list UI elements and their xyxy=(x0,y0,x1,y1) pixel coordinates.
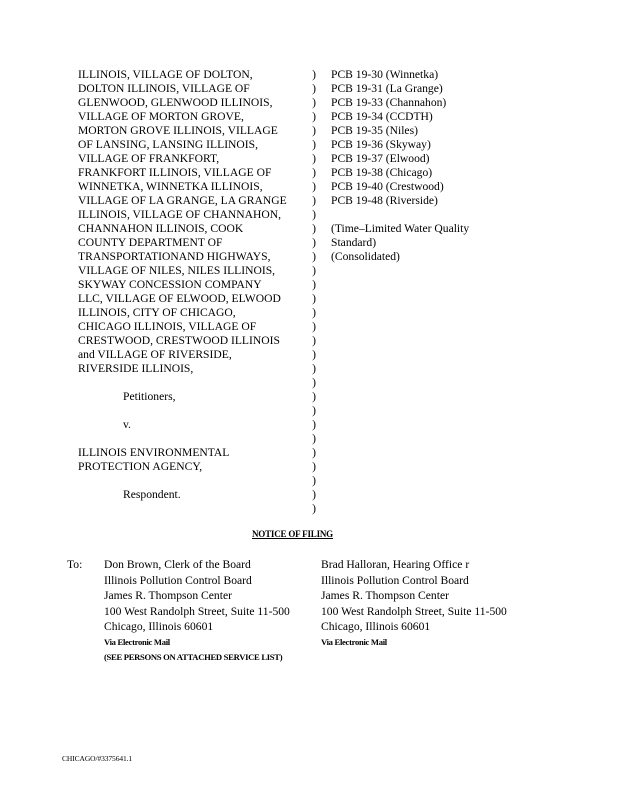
caption-paren: ) xyxy=(312,82,316,95)
caption-paren: ) xyxy=(312,404,316,417)
caption-paren-column xyxy=(308,68,320,516)
petitioner-line: and VILLAGE OF RIVERSIDE, xyxy=(78,348,232,361)
petitioner-line: CHANNAHON ILLINOIS, COOK xyxy=(78,222,244,235)
case-number: PCB 19-36 (Skyway) xyxy=(331,138,431,151)
petitioner-line: VILLAGE OF FRANKFORT, xyxy=(78,152,220,165)
caption-paren: ) xyxy=(312,222,316,235)
caption-paren: ) xyxy=(312,488,316,501)
case-number: PCB 19-38 (Chicago) xyxy=(331,166,433,179)
caption-paren: ) xyxy=(312,250,316,263)
delivery-method: Via Electronic Mail xyxy=(321,636,387,647)
petitioner-line: MORTON GROVE ILLINOIS, VILLAGE xyxy=(78,124,278,137)
caption-paren: ) xyxy=(312,502,316,515)
petitioner-line: OF LANSING, LANSING ILLINOIS, xyxy=(78,138,259,151)
case-caption-numbers xyxy=(331,68,531,264)
petitioner-line: SKYWAY CONCESSION COMPANY xyxy=(78,278,262,291)
address-line: Illinois Pollution Control Board xyxy=(321,573,469,587)
address-line: Chicago, Illinois 60601 xyxy=(321,620,431,633)
notice-of-filing-title: NOTICE OF FILING xyxy=(252,529,333,539)
caption-paren: ) xyxy=(312,306,316,319)
case-number: PCB 19-35 (Niles) xyxy=(331,124,418,137)
caption-paren: ) xyxy=(312,68,316,81)
caption-paren: ) xyxy=(312,418,316,431)
caption-paren: ) xyxy=(312,138,316,151)
caption-paren: ) xyxy=(312,124,316,137)
caption-paren: ) xyxy=(312,152,316,165)
caption-paren: ) xyxy=(312,334,316,347)
caption-paren: ) xyxy=(312,446,316,459)
petitioner-line: VILLAGE OF LA GRANGE, LA GRANGE xyxy=(78,194,287,207)
petitioners-label: Petitioners, xyxy=(123,390,176,403)
caption-paren: ) xyxy=(312,432,316,445)
case-number: PCB 19-30 (Winnetka) xyxy=(331,68,439,81)
petitioner-line: VILLAGE OF MORTON GROVE, xyxy=(78,110,244,123)
service-list-note: (SEE PERSONS ON ATTACHED SERVICE LIST) xyxy=(104,652,283,662)
caption-paren: ) xyxy=(312,292,316,305)
petitioner-line: DOLTON ILLINOIS, VILLAGE OF xyxy=(78,82,250,95)
caption-paren: ) xyxy=(312,110,316,123)
address-line: Chicago, Illinois 60601 xyxy=(104,620,214,633)
respondent-line: PROTECTION AGENCY, xyxy=(78,460,203,473)
recipient-clerk xyxy=(104,557,290,666)
caption-paren: ) xyxy=(312,194,316,207)
case-number: PCB 19-33 (Channahon) xyxy=(331,96,447,109)
petitioner-line: RIVERSIDE ILLINOIS, xyxy=(78,362,194,375)
caption-paren: ) xyxy=(312,180,316,193)
caption-paren: ) xyxy=(312,460,316,473)
petitioner-line: FRANKFORT ILLINOIS, VILLAGE OF xyxy=(78,166,272,179)
respondent-line: ILLINOIS ENVIRONMENTAL xyxy=(78,446,230,459)
case-note: Standard) xyxy=(331,236,377,249)
caption-paren: ) xyxy=(312,236,316,249)
petitioner-line: LLC, VILLAGE OF ELWOOD, ELWOOD xyxy=(78,292,281,305)
petitioner-line: ILLINOIS, CITY OF CHICAGO, xyxy=(78,306,236,319)
petitioner-line: WINNETKA, WINNETKA ILLINOIS, xyxy=(78,180,263,193)
address-line: 100 West Randolph Street, Suite 11-500 xyxy=(104,604,290,618)
address-line: Don Brown, Clerk of the Board xyxy=(104,558,251,571)
caption-paren: ) xyxy=(312,320,316,333)
petitioner-line: COUNTY DEPARTMENT OF xyxy=(78,236,223,249)
caption-paren: ) xyxy=(312,362,316,375)
versus-label: v. xyxy=(123,418,131,431)
caption-paren: ) xyxy=(312,390,316,403)
caption-paren: ) xyxy=(312,264,316,277)
petitioner-line: ILLINOIS, VILLAGE OF CHANNAHON, xyxy=(78,208,281,221)
case-note: (Consolidated) xyxy=(331,250,400,263)
petitioner-line: CRESTWOOD, CRESTWOOD ILLINOIS xyxy=(78,334,280,347)
case-number: PCB 19-48 (Riverside) xyxy=(331,194,438,207)
delivery-method: Via Electronic Mail xyxy=(104,636,170,647)
address-line: James R. Thompson Center xyxy=(321,589,449,602)
respondent-label: Respondent. xyxy=(123,488,181,501)
petitioner-line: CHICAGO ILLINOIS, VILLAGE OF xyxy=(78,320,257,333)
address-line: Brad Halloran, Hearing Office r xyxy=(321,558,470,571)
case-caption-parties xyxy=(78,68,308,502)
petitioner-line: ILLINOIS, VILLAGE OF DOLTON, xyxy=(78,68,253,81)
to-label: To: xyxy=(67,558,83,571)
address-line: James R. Thompson Center xyxy=(104,589,232,602)
caption-paren: ) xyxy=(312,348,316,361)
recipient-hearing-officer xyxy=(321,557,507,650)
caption-paren: ) xyxy=(312,376,316,389)
document-id: CHICAGO/#3375641.1 xyxy=(62,754,133,763)
address-line: Illinois Pollution Control Board xyxy=(104,573,252,587)
case-number: PCB 19-40 (Crestwood) xyxy=(331,180,444,193)
petitioner-line: VILLAGE OF NILES, NILES ILLINOIS, xyxy=(78,264,276,277)
caption-paren: ) xyxy=(312,96,316,109)
petitioner-line: TRANSPORTATIONAND HIGHWAYS, xyxy=(78,250,271,263)
petitioner-line: GLENWOOD, GLENWOOD ILLINOIS, xyxy=(78,96,273,109)
case-number: PCB 19-31 (La Grange) xyxy=(331,82,443,95)
caption-paren: ) xyxy=(312,166,316,179)
case-number: PCB 19-37 (Elwood) xyxy=(331,152,430,165)
address-line: 100 West Randolph Street, Suite 11-500 xyxy=(321,604,507,618)
caption-paren: ) xyxy=(312,278,316,291)
caption-paren: ) xyxy=(312,208,316,221)
caption-paren: ) xyxy=(312,474,316,487)
case-note: (Time–Limited Water Quality xyxy=(331,222,470,235)
case-number: PCB 19-34 (CCDTH) xyxy=(331,110,433,123)
